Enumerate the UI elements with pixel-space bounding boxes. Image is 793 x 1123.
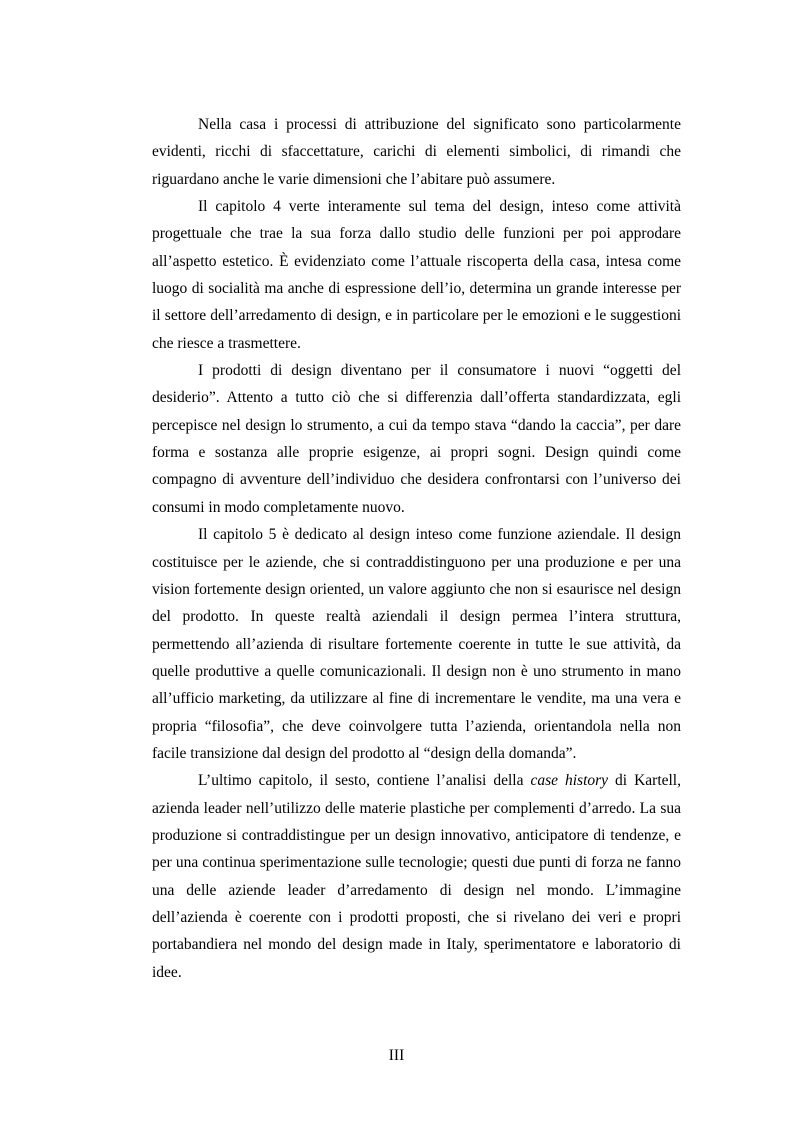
- paragraph-1: Nella casa i processi di attribuzione del significato sono particolarmente evidenti, ricchi di sfaccettature, carichi di elementi simbolici, di rimandi che riguardano anche le varie dimensioni che l’abitare può assumere.: [152, 116, 681, 188]
- page-number: III: [388, 1047, 405, 1064]
- paragraph-2: Il capitolo 4 verte interamente sul tema del design, inteso come attività progettuale che trae la sua forza dallo studio delle funzioni per poi approdare all’aspetto estetico. È evidenziato come l’attuale riscoperta della casa, intesa come luogo di socialità ma anche di espressione dell’io, determina un grande interesse per il settore dell’arredamento di design, e in particolare per le emozioni e le suggestioni che riesce a trasmettere.: [152, 198, 681, 352]
- case-history-term: case history: [530, 772, 609, 790]
- paragraph-5-end: di Kartell, azienda leader nell’utilizzo delle materie plastiche per complementi d’arredo. La sua produzione si contraddistingue per un design innovativo, anticipatore di tendenze, e per una continua sperimentazione sulle tecnologie; questi due punti di forza ne fanno una delle aziende leader d’arredamento di design nel mondo. L’immagine dell’azienda è coerente con i prodotti proposti, che si rivelano dei veri e propri portabandiera nel mondo del design made in Italy, sperimentatore e laboratorio di idee.: [152, 772, 681, 981]
- paragraph-5: [152, 767, 681, 986]
- paragraph-5-start: L’ultimo capitolo, il sesto, contiene l’analisi della: [198, 772, 531, 790]
- paragraph-4: Il capitolo 5 è dedicato al design inteso come funzione aziendale. Il design costituisce per le aziende, che si contraddistinguono per una produzione e per una vision fortemente design oriented, un valore aggiunto che non si esaurisce nel design del prodotto. In queste realtà aziendali il design permea l’intera struttura, permettendo all’azienda di risultare fortemente coerente in tutte le sue attività, da quelle produttive a quelle comunicazionali. Il design non è uno strumento in mano all’ufficio marketing, da utilizzare al fine di incrementare le vendite, ma una vera e propria “filosofia”, che deve coinvolgere tutta l’azienda, orientandola nella non facile transizione dal design del prodotto al “design della domanda”.: [152, 526, 681, 762]
- paragraph-3: I prodotti di design diventano per il consumatore i nuovi “oggetti del desiderio”. Attento a tutto ciò che si differenzia dall’offerta standardizzata, egli percepisce nel design lo strumento, a cui da tempo stava “dando la caccia”, per dare forma e sostanza alle proprie esigenze, ai propri sogni. Design quindi come compagno di avventure dell’individuo che desidera confrontarsi con l’universo dei consumi in modo completamente nuovo.: [152, 362, 681, 516]
- body-text: [152, 111, 681, 986]
